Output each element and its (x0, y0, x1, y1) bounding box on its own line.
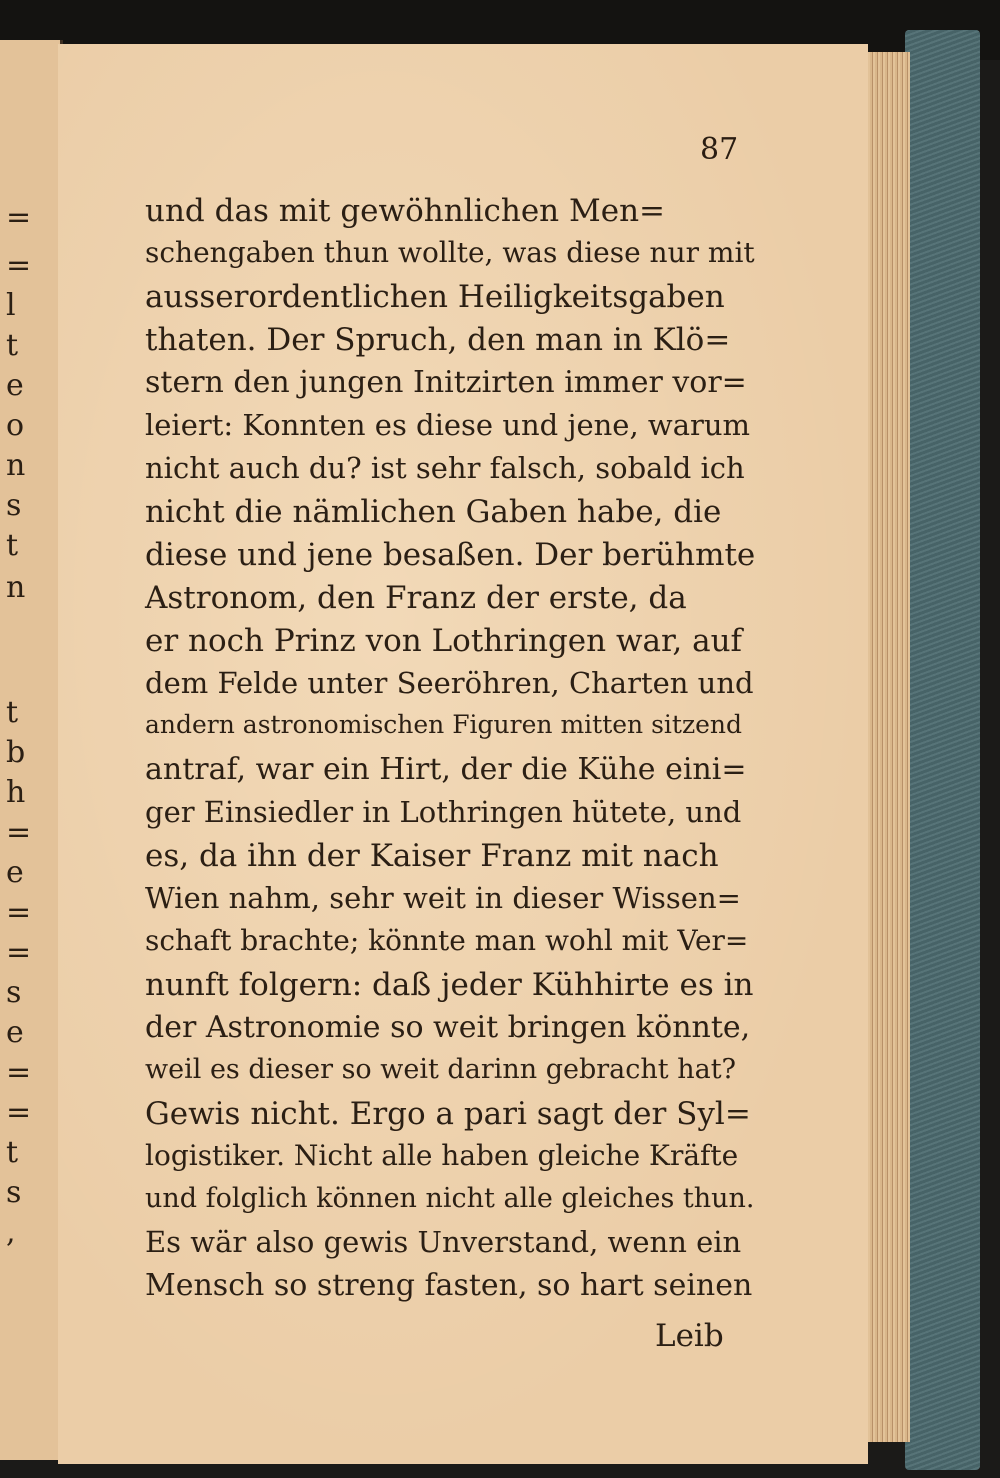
text-line: Gewis nicht. Ergo a pari sagt der Syl= (145, 1096, 751, 1132)
text-line: Es wär also gewis Unverstand, wenn ein (145, 1225, 742, 1259)
left-page-fragment: s (6, 488, 22, 523)
text-line: Wien nahm, sehr weit in dieser Wissen= (145, 881, 741, 915)
text-line: leiert: Konnten es diese und jene, warum (145, 408, 751, 442)
left-page-fragment: = (6, 1055, 32, 1090)
text-line: dem Felde unter Seeröhren, Charten und (145, 666, 754, 700)
text-line: antraf, war ein Hirt, der die Kühe eini= (145, 752, 747, 787)
text-line: ausserordentlichen Heiligkeitsgaben (145, 279, 725, 315)
text-line: thaten. Der Spruch, den man in Klö= (145, 322, 731, 358)
catchword: Leib (655, 1318, 724, 1354)
text-line: weil es dieser so weit darinn gebracht hat? (145, 1054, 737, 1085)
text-line: und folglich können nicht alle gleiches thun. (145, 1183, 755, 1214)
left-page-fragment: s (6, 975, 22, 1010)
left-page-fragment: e (6, 855, 24, 890)
text-line: nicht die nämlichen Gaben habe, die (145, 494, 722, 530)
left-page-fragment: e (6, 368, 24, 403)
text-line: andern astronomischen Figuren mitten sitzend (145, 710, 743, 739)
left-page-fragment: = (6, 200, 32, 235)
left-page-fragment: n (6, 570, 26, 605)
left-page-fragment: t (6, 695, 19, 730)
text-line: Mensch so streng fasten, so hart seinen (145, 1268, 753, 1303)
left-page-fragment: n (6, 448, 26, 483)
left-page-fragment: = (6, 935, 32, 970)
book-cover-edge (905, 30, 980, 1470)
text-line: er noch Prinz von Lothringen war, auf (145, 623, 743, 659)
text-line: schengaben thun wollte, was diese nur mit (145, 236, 755, 269)
left-page-fragment: t (6, 528, 19, 563)
text-line: schaft brachte; könnte man wohl mit Ver= (145, 924, 749, 957)
left-page-fragment: h (6, 775, 26, 810)
left-page-fragment: e (6, 1015, 24, 1050)
left-page-fragment: b (6, 735, 26, 770)
left-page-fragment: t (6, 328, 19, 363)
text-line: diese und jene besaßen. Der berühmte (145, 537, 756, 573)
left-page (0, 40, 63, 1460)
left-page-fragment: , (6, 1215, 16, 1250)
text-line: es, da ihn der Kaiser Franz mit nach (145, 838, 719, 874)
left-page-fragment: t (6, 1135, 19, 1170)
left-page-fragment: = (6, 815, 32, 850)
text-line: logistiker. Nicht alle haben gleiche Kräfte (145, 1139, 739, 1172)
left-page-fragment: = (6, 248, 32, 283)
left-page-fragment: s (6, 1175, 22, 1210)
text-line: stern den jungen Initzirten immer vor= (145, 365, 747, 400)
text-line: nunft folgern: daß jeder Kühhirte es in (145, 967, 754, 1003)
page-number: 87 (700, 132, 739, 167)
left-page-fragment: = (6, 1095, 32, 1130)
left-page-fragment: o (6, 408, 25, 443)
text-line: nicht auch du? ist sehr falsch, sobald ich (145, 451, 745, 485)
text-line: der Astronomie so weit bringen könnte, (145, 1010, 751, 1045)
text-line: ger Einsiedler in Lothringen hütete, und (145, 795, 742, 829)
text-line: und das mit gewöhnlichen Men= (145, 193, 666, 229)
left-page-fragment: = (6, 895, 32, 930)
left-page-fragment: l (6, 288, 16, 323)
text-line: Astronom, den Franz der erste, da (145, 580, 687, 616)
